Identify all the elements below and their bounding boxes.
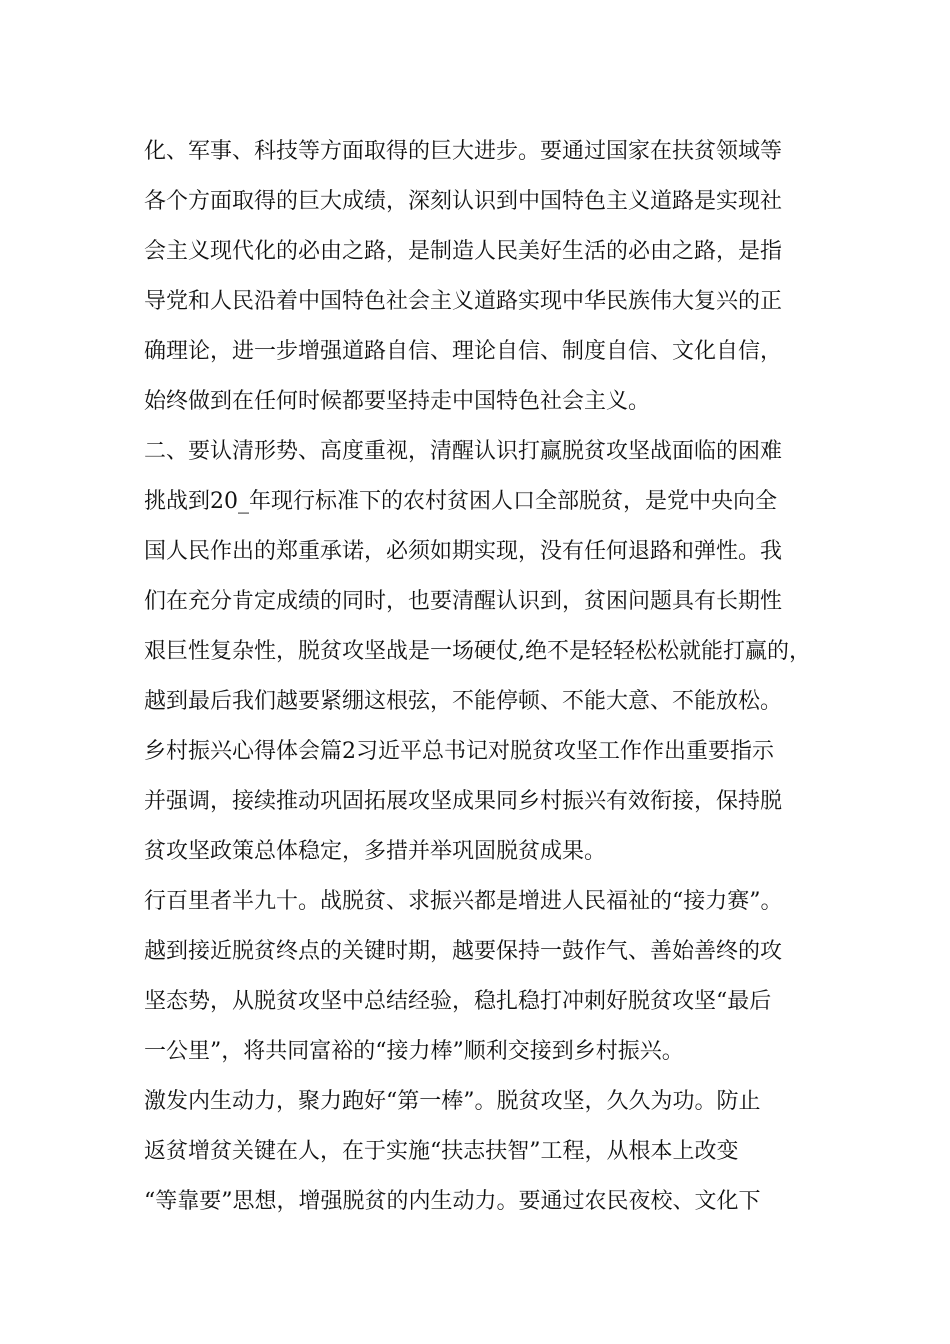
text-line: 挑战到20_年现行标准下的农村贫困人口全部脱贫，是党中央向全 <box>144 489 777 514</box>
text-line: 确理论，进一步增强道路自信、理论自信、制度自信、文化自信， <box>144 339 783 364</box>
text-line: 乡村振兴心得体会篇2习近平总书记对脱贫攻坚工作作出重要指示 <box>144 739 774 764</box>
text-line: 越到接近脱贫终点的关键时期，越要保持一鼓作气、善始善终的攻 <box>144 939 783 964</box>
text-line: 各个方面取得的巨大成绩，深刻认识到中国特色主义道路是实现社 <box>144 189 783 214</box>
text-line: 们在充分肯定成绩的同时，也要清醒认识到，贫困问题具有长期性 <box>144 589 783 614</box>
text-line: 二、要认清形势、高度重视，清醒认识打赢脱贫攻坚战面临的困难 <box>144 439 783 464</box>
text-line: 并强调，接续推动巩固拓展攻坚成果同乡村振兴有效衔接，保持脱 <box>144 789 783 814</box>
text-line: 会主义现代化的必由之路，是制造人民美好生活的必由之路，是指 <box>144 239 783 264</box>
text-line: 行百里者半九十。战脱贫、求振兴都是增进人民福祉的“接力赛”。 <box>144 889 783 914</box>
text-line: 越到最后我们越要紧绷这根弦，不能停顿、不能大意、不能放松。 <box>144 689 783 714</box>
text-line: 贫攻坚政策总体稳定，多措并举巩固脱贫成果。 <box>144 839 607 864</box>
text-line: 激发内生动力，聚力跑好“第一棒”。脱贫攻坚，久久为功。防止 <box>144 1089 761 1114</box>
text-line: 坚态势，从脱贫攻坚中总结经验，稳扎稳打冲刺好脱贫攻坚“最后 <box>144 989 772 1014</box>
text-line: 化、军事、科技等方面取得的巨大进步。要通过国家在扶贫领域等 <box>144 139 783 164</box>
text-line: “等靠要”思想，增强脱贫的内生动力。要通过农民夜校、文化下 <box>144 1189 761 1214</box>
text-line: 艰巨性复杂性，脱贫攻坚战是一场硬仗,绝不是轻轻松松就能打赢的， <box>144 639 811 664</box>
text-line: 一公里”，将共同富裕的“接力棒”顺利交接到乡村振兴。 <box>144 1039 684 1064</box>
text-line: 返贫增贫关键在人，在于实施“扶志扶智”工程，从根本上改变 <box>144 1139 739 1164</box>
text-line: 始终做到在任何时候都要坚持走中国特色社会主义。 <box>144 389 651 414</box>
text-line: 国人民作出的郑重承诺，必须如期实现，没有任何退路和弹性。我 <box>144 539 783 564</box>
text-line: 导党和人民沿着中国特色社会主义道路实现中华民族伟大复兴的正 <box>144 289 783 314</box>
